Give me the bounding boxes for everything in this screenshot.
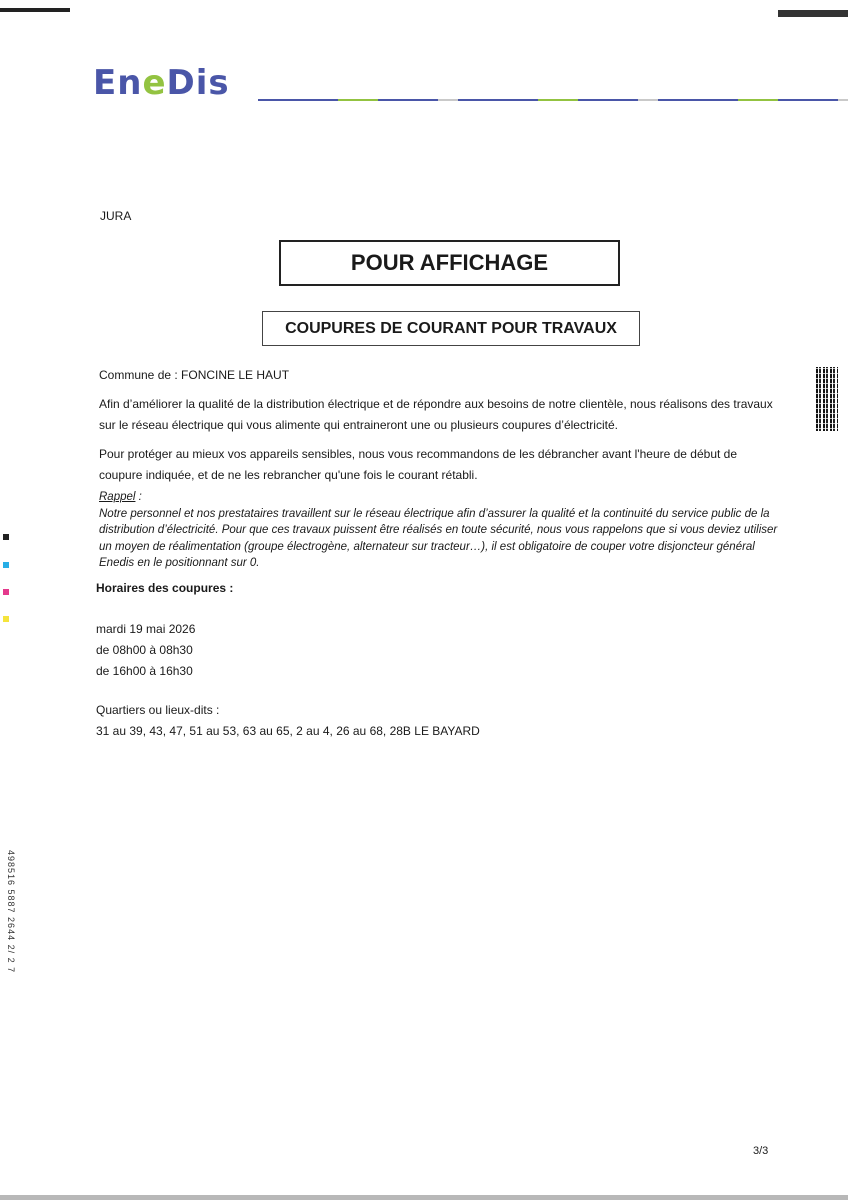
- commune-line: Commune de : FONCINE LE HAUT: [99, 368, 290, 382]
- outage-date: mardi 19 mai 2026: [96, 622, 196, 636]
- rappel-colon: :: [135, 491, 142, 503]
- rappel-block: [99, 489, 779, 572]
- time-slot: de 08h00 à 08h30: [96, 643, 193, 657]
- rappel-heading: [99, 489, 779, 506]
- logo-part-3: Dis: [166, 63, 230, 103]
- logo-divider-line: [258, 99, 848, 101]
- title-sub: COUPURES DE COURANT POUR TRAVAUX: [285, 319, 617, 337]
- page-number: 3/3: [753, 1145, 769, 1157]
- time-slot: de 16h00 à 16h30: [96, 664, 193, 678]
- scan-mark-top-right: [778, 10, 848, 17]
- rappel-body: Notre personnel et nos prestataires travaillent sur le réseau électrique afin d’assurer la qualité et la continuité du service public de la distribution d’électricité. Pour que ces travaux puissent être réalisés en toute sécurité, nous vous rappelons que si vous deviez utiliser un moyen de réalimentation (groupe électrogène, alternateur sur tracteur…), il est obligatoire de couper votre disjoncteur général Enedis en le positionnant sur 0.: [99, 507, 778, 569]
- color-mark-magenta: [3, 589, 9, 595]
- rappel-title: Rappel: [99, 491, 136, 503]
- title-box-main: [279, 240, 620, 286]
- intro-paragraph: Afin d’améliorer la qualité de la distribution électrique et de répondre aux besoins de notre clientèle, nous réalisons des travaux sur le réseau électrique qui vous alimente qui entraineront une ou plusieurs coupures d’électricité.: [99, 397, 773, 432]
- datamatrix-code-texture: [816, 367, 838, 431]
- department-label: JURA: [100, 209, 132, 223]
- title-main: POUR AFFICHAGE: [350, 250, 549, 275]
- color-mark-black: [3, 534, 9, 540]
- advice-paragraph: Pour protéger au mieux vos appareils sensibles, nous vous recommandons de les débrancher avant l'heure de début de coupure indiquée, et de ne les rebrancher qu'une fois le courant rétabli.: [99, 447, 738, 482]
- enedis-logo: [93, 63, 230, 103]
- horaires-title: Horaires des coupures :: [96, 581, 234, 595]
- title-box-sub: [262, 311, 640, 346]
- logo-part-2: e: [142, 63, 167, 103]
- quartiers-label: Quartiers ou lieux-dits :: [96, 703, 220, 717]
- quartiers-list: 31 au 39, 43, 47, 51 au 53, 63 au 65, 2 au 4, 26 au 68, 28B LE BAYARD: [96, 724, 480, 738]
- logo-part-1: En: [93, 63, 143, 103]
- side-tracking-code: 498516 5887 2644 2/ 2 7: [6, 850, 16, 974]
- scan-bottom-edge: [0, 1195, 848, 1200]
- color-mark-cyan: [3, 562, 9, 568]
- color-mark-yellow: [3, 616, 9, 622]
- scan-mark-top-left: [0, 8, 70, 12]
